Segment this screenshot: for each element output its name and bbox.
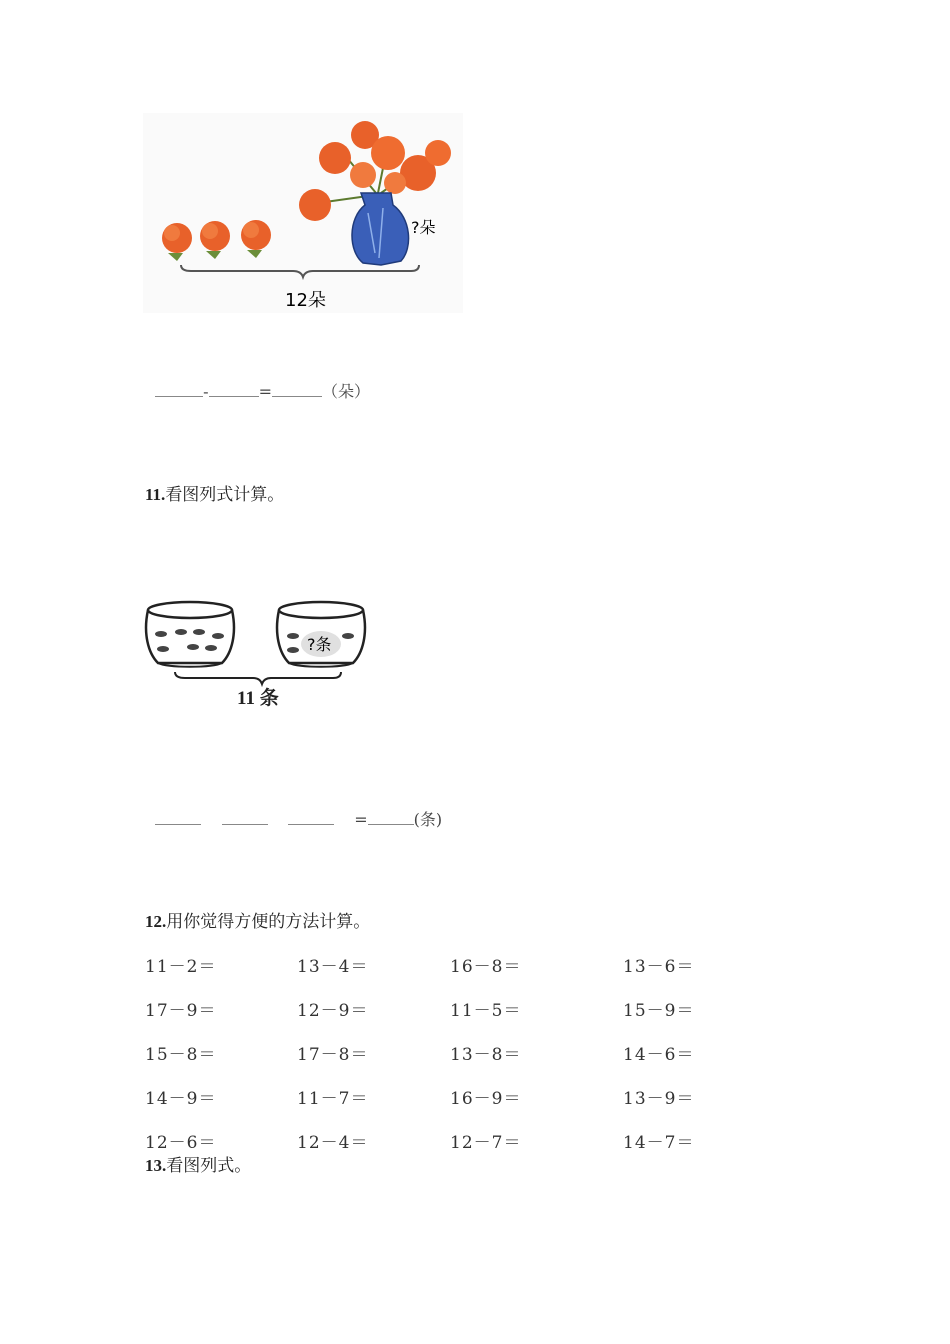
equation: 15－8＝ bbox=[145, 1045, 217, 1065]
question-text: 看图列式。 bbox=[166, 1156, 252, 1176]
equals-sign: = bbox=[258, 382, 272, 401]
fishbowl-figure bbox=[143, 598, 373, 716]
total-brace bbox=[175, 672, 341, 684]
unit-label: (条) bbox=[413, 810, 443, 829]
equation: 12－7＝ bbox=[450, 1133, 522, 1153]
q11-answer-line bbox=[145, 788, 442, 830]
answer-blank[interactable] bbox=[155, 380, 203, 397]
bowl-count-label: ?条 bbox=[307, 635, 332, 654]
equation: 16－9＝ bbox=[450, 1089, 522, 1109]
equation: 13－8＝ bbox=[450, 1045, 522, 1065]
answer-blank[interactable] bbox=[209, 380, 259, 397]
question-text: 看图列式计算。 bbox=[165, 485, 285, 505]
flower-vase-illustration bbox=[143, 113, 463, 313]
equation: 11－2＝ bbox=[145, 957, 217, 977]
fishbowl-illustration bbox=[143, 598, 373, 716]
vase-count-label: ?朵 bbox=[411, 218, 436, 237]
equation: 17－8＝ bbox=[297, 1045, 369, 1065]
question-text: 用你觉得方便的方法计算。 bbox=[166, 912, 371, 932]
equation: 16－8＝ bbox=[450, 957, 522, 977]
equation: 17－9＝ bbox=[145, 1001, 217, 1021]
equation: 15－9＝ bbox=[623, 1001, 695, 1021]
loose-roses bbox=[162, 220, 271, 261]
flower-total-label: 12朵 bbox=[285, 290, 326, 311]
answer-blank[interactable] bbox=[368, 808, 414, 825]
q12-heading bbox=[145, 907, 370, 932]
equation: 12－4＝ bbox=[297, 1133, 369, 1153]
q10-answer-line bbox=[145, 360, 370, 402]
equation: 11－5＝ bbox=[450, 1001, 522, 1021]
question-number: 13. bbox=[145, 1156, 167, 1175]
right-fishbowl bbox=[277, 602, 365, 667]
equals-sign: = bbox=[354, 810, 368, 829]
left-fishbowl bbox=[146, 602, 234, 667]
flower-vase-figure bbox=[143, 113, 463, 313]
answer-blank[interactable] bbox=[288, 808, 334, 825]
equation: 13－6＝ bbox=[623, 957, 695, 977]
fish-total-label: 11 条 bbox=[237, 688, 279, 709]
answer-blank[interactable] bbox=[155, 808, 201, 825]
equation: 12－6＝ bbox=[145, 1133, 217, 1153]
answer-blank[interactable] bbox=[222, 808, 268, 825]
equation: 14－9＝ bbox=[145, 1089, 217, 1109]
equation: 13－9＝ bbox=[623, 1089, 695, 1109]
equation: 11－7＝ bbox=[297, 1089, 369, 1109]
equation: 14－6＝ bbox=[623, 1045, 695, 1065]
question-number: 11. bbox=[145, 485, 166, 504]
equation: 14－7＝ bbox=[623, 1133, 695, 1153]
q11-heading bbox=[145, 480, 284, 505]
equation: 12－9＝ bbox=[297, 1001, 369, 1021]
equation: 13－4＝ bbox=[297, 957, 369, 977]
question-number: 12. bbox=[145, 912, 167, 931]
q13-heading bbox=[145, 1151, 251, 1176]
unit-label: （朵） bbox=[321, 382, 370, 401]
minus-sign: - bbox=[203, 382, 209, 401]
answer-blank[interactable] bbox=[272, 380, 322, 397]
